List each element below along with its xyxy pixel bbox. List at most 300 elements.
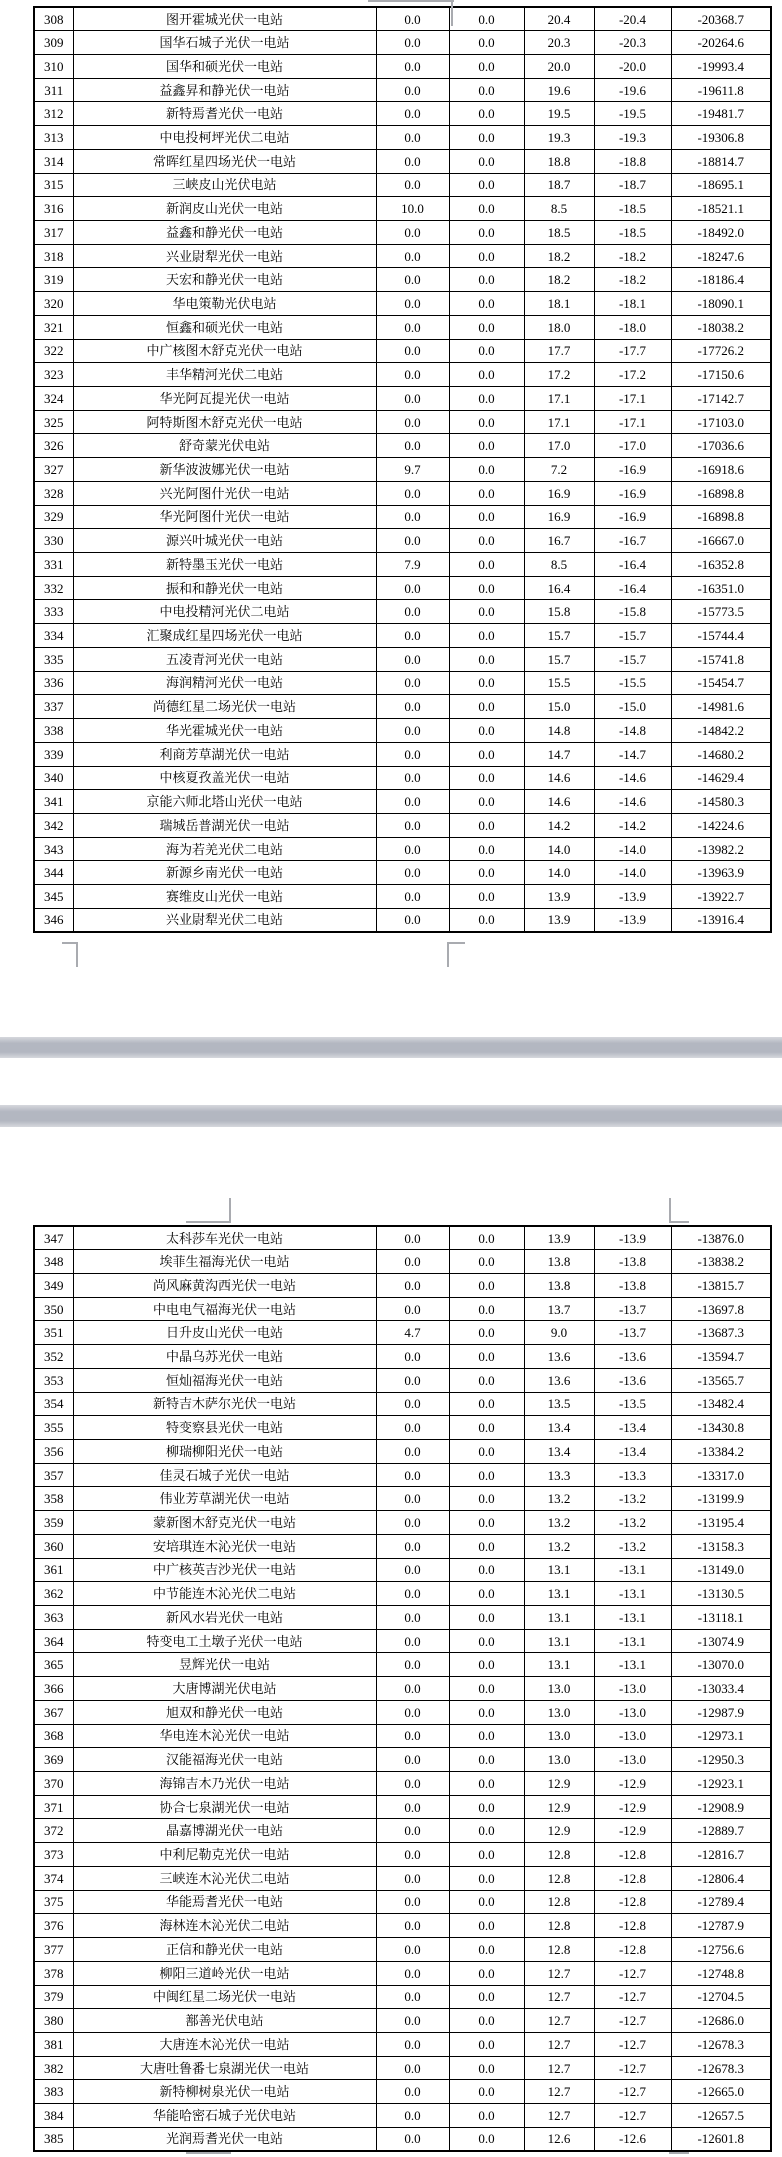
value-col5-cell[interactable]: -13199.9 — [671, 1487, 771, 1511]
value-col3-cell[interactable]: 18.5 — [524, 220, 594, 244]
row-number-cell[interactable]: 362 — [34, 1582, 73, 1606]
station-name-cell[interactable]: 柳瑞柳阳光伏一电站 — [73, 1439, 376, 1463]
value-col3-cell[interactable]: 8.5 — [524, 197, 594, 221]
value-col1-cell[interactable]: 0.0 — [376, 1463, 449, 1487]
value-col3-cell[interactable]: 12.7 — [524, 2056, 594, 2080]
value-col5-cell[interactable]: -19306.8 — [671, 126, 771, 150]
value-col4-cell[interactable]: -13.2 — [594, 1487, 671, 1511]
value-col1-cell[interactable]: 0.0 — [376, 387, 449, 411]
station-name-cell[interactable]: 中闽红星二场光伏一电站 — [73, 1985, 376, 2009]
value-col2-cell[interactable]: 0.0 — [449, 78, 524, 102]
value-col4-cell[interactable]: -19.5 — [594, 102, 671, 126]
row-number-cell[interactable]: 350 — [34, 1297, 73, 1321]
value-col2-cell[interactable]: 0.0 — [449, 126, 524, 150]
value-col2-cell[interactable]: 0.0 — [449, 671, 524, 695]
value-col5-cell[interactable]: -14224.6 — [671, 813, 771, 837]
value-col1-cell[interactable]: 0.0 — [376, 1866, 449, 1890]
value-col4-cell[interactable]: -13.0 — [594, 1700, 671, 1724]
value-col1-cell[interactable]: 0.0 — [376, 813, 449, 837]
value-col4-cell[interactable]: -15.7 — [594, 624, 671, 648]
station-name-cell[interactable]: 华光阿图什光伏一电站 — [73, 505, 376, 529]
value-col1-cell[interactable]: 0.0 — [376, 505, 449, 529]
value-col5-cell[interactable]: -19481.7 — [671, 102, 771, 126]
row-number-cell[interactable]: 376 — [34, 1914, 73, 1938]
row-number-cell[interactable]: 328 — [34, 481, 73, 505]
value-col4-cell[interactable]: -16.9 — [594, 481, 671, 505]
value-col2-cell[interactable]: 0.0 — [449, 1250, 524, 1274]
row-number-cell[interactable]: 366 — [34, 1677, 73, 1701]
value-col1-cell[interactable]: 0.0 — [376, 719, 449, 743]
value-col3-cell[interactable]: 19.5 — [524, 102, 594, 126]
value-col5-cell[interactable]: -13430.8 — [671, 1416, 771, 1440]
station-name-cell[interactable]: 恒鑫和硕光伏一电站 — [73, 315, 376, 339]
station-name-cell[interactable]: 太科莎车光伏一电站 — [73, 1226, 376, 1250]
value-col1-cell[interactable]: 0.0 — [376, 1890, 449, 1914]
station-name-cell[interactable]: 中电投精河光伏二电站 — [73, 600, 376, 624]
value-col2-cell[interactable]: 0.0 — [449, 1653, 524, 1677]
value-col1-cell[interactable]: 0.0 — [376, 576, 449, 600]
value-col4-cell[interactable]: -13.1 — [594, 1606, 671, 1630]
value-col2-cell[interactable]: 0.0 — [449, 1534, 524, 1558]
value-col4-cell[interactable]: -18.8 — [594, 149, 671, 173]
station-name-cell[interactable]: 汉能福海光伏一电站 — [73, 1748, 376, 1772]
value-col4-cell[interactable]: -17.1 — [594, 410, 671, 434]
value-col3-cell[interactable]: 12.7 — [524, 1961, 594, 1985]
value-col4-cell[interactable]: -13.1 — [594, 1582, 671, 1606]
value-col1-cell[interactable]: 0.0 — [376, 292, 449, 316]
value-col5-cell[interactable]: -15744.4 — [671, 624, 771, 648]
row-number-cell[interactable]: 385 — [34, 2127, 73, 2151]
station-name-cell[interactable]: 光润焉耆光伏一电站 — [73, 2127, 376, 2151]
value-col4-cell[interactable]: -13.1 — [594, 1629, 671, 1653]
value-col2-cell[interactable]: 0.0 — [449, 1558, 524, 1582]
value-col3-cell[interactable]: 14.7 — [524, 742, 594, 766]
value-col4-cell[interactable]: -13.0 — [594, 1724, 671, 1748]
station-name-cell[interactable]: 兴业尉犁光伏一电站 — [73, 244, 376, 268]
station-name-cell[interactable]: 瑞城岳普湖光伏一电站 — [73, 813, 376, 837]
value-col4-cell[interactable]: -18.2 — [594, 244, 671, 268]
row-number-cell[interactable]: 344 — [34, 861, 73, 885]
value-col5-cell[interactable]: -12704.5 — [671, 1985, 771, 2009]
value-col2-cell[interactable]: 0.0 — [449, 719, 524, 743]
value-col1-cell[interactable]: 0.0 — [376, 624, 449, 648]
row-number-cell[interactable]: 326 — [34, 434, 73, 458]
value-col1-cell[interactable]: 0.0 — [376, 1819, 449, 1843]
value-col4-cell[interactable]: -14.8 — [594, 719, 671, 743]
row-number-cell[interactable]: 308 — [34, 7, 73, 31]
row-number-cell[interactable]: 346 — [34, 908, 73, 932]
value-col3-cell[interactable]: 17.1 — [524, 410, 594, 434]
station-name-cell[interactable]: 中电投柯坪光伏二电站 — [73, 126, 376, 150]
value-col5-cell[interactable]: -13982.2 — [671, 837, 771, 861]
row-number-cell[interactable]: 379 — [34, 1985, 73, 2009]
value-col1-cell[interactable]: 0.0 — [376, 2127, 449, 2151]
row-number-cell[interactable]: 349 — [34, 1273, 73, 1297]
row-number-cell[interactable]: 318 — [34, 244, 73, 268]
value-col4-cell[interactable]: -13.1 — [594, 1558, 671, 1582]
value-col4-cell[interactable]: -13.9 — [594, 1226, 671, 1250]
station-name-cell[interactable]: 国华石城子光伏一电站 — [73, 31, 376, 55]
value-col5-cell[interactable]: -13916.4 — [671, 908, 771, 932]
value-col4-cell[interactable]: -15.5 — [594, 671, 671, 695]
value-col3-cell[interactable]: 18.1 — [524, 292, 594, 316]
value-col4-cell[interactable]: -14.0 — [594, 861, 671, 885]
row-number-cell[interactable]: 359 — [34, 1511, 73, 1535]
value-col4-cell[interactable]: -20.0 — [594, 54, 671, 78]
station-name-cell[interactable]: 协合七泉湖光伏一电站 — [73, 1795, 376, 1819]
row-number-cell[interactable]: 310 — [34, 54, 73, 78]
station-name-cell[interactable]: 中电电气福海光伏一电站 — [73, 1297, 376, 1321]
value-col3-cell[interactable]: 12.9 — [524, 1772, 594, 1796]
value-col2-cell[interactable]: 0.0 — [449, 1985, 524, 2009]
station-name-cell[interactable]: 中利尼勒克光伏一电站 — [73, 1843, 376, 1867]
station-name-cell[interactable]: 佳灵石城子光伏一电站 — [73, 1463, 376, 1487]
value-col3-cell[interactable]: 13.1 — [524, 1653, 594, 1677]
value-col2-cell[interactable]: 0.0 — [449, 885, 524, 909]
station-name-cell[interactable]: 丰华精河光伏二电站 — [73, 363, 376, 387]
value-col5-cell[interactable]: -12973.1 — [671, 1724, 771, 1748]
value-col1-cell[interactable]: 0.0 — [376, 1439, 449, 1463]
value-col4-cell[interactable]: -12.8 — [594, 1938, 671, 1962]
row-number-cell[interactable]: 311 — [34, 78, 73, 102]
row-number-cell[interactable]: 382 — [34, 2056, 73, 2080]
row-number-cell[interactable]: 358 — [34, 1487, 73, 1511]
value-col2-cell[interactable]: 0.0 — [449, 31, 524, 55]
station-name-cell[interactable]: 华能哈密石城子光伏电站 — [73, 2104, 376, 2128]
value-col3-cell[interactable]: 13.1 — [524, 1629, 594, 1653]
value-col3-cell[interactable]: 14.0 — [524, 837, 594, 861]
value-col1-cell[interactable]: 0.0 — [376, 1795, 449, 1819]
station-name-cell[interactable]: 汇聚成红星四场光伏一电站 — [73, 624, 376, 648]
value-col1-cell[interactable]: 0.0 — [376, 647, 449, 671]
row-number-cell[interactable]: 373 — [34, 1843, 73, 1867]
value-col4-cell[interactable]: -13.8 — [594, 1250, 671, 1274]
value-col5-cell[interactable]: -15454.7 — [671, 671, 771, 695]
row-number-cell[interactable]: 375 — [34, 1890, 73, 1914]
value-col4-cell[interactable]: -14.7 — [594, 742, 671, 766]
value-col1-cell[interactable]: 0.0 — [376, 1961, 449, 1985]
value-col2-cell[interactable]: 0.0 — [449, 173, 524, 197]
value-col2-cell[interactable]: 0.0 — [449, 149, 524, 173]
value-col4-cell[interactable]: -20.4 — [594, 7, 671, 31]
station-name-cell[interactable]: 兴业尉犁光伏二电站 — [73, 908, 376, 932]
value-col4-cell[interactable]: -19.3 — [594, 126, 671, 150]
station-name-cell[interactable]: 华光阿瓦提光伏一电站 — [73, 387, 376, 411]
row-number-cell[interactable]: 312 — [34, 102, 73, 126]
value-col2-cell[interactable]: 0.0 — [449, 600, 524, 624]
value-col2-cell[interactable]: 0.0 — [449, 1748, 524, 1772]
value-col5-cell[interactable]: -16667.0 — [671, 529, 771, 553]
value-col3-cell[interactable]: 8.5 — [524, 553, 594, 577]
value-col5-cell[interactable]: -12678.3 — [671, 2032, 771, 2056]
value-col1-cell[interactable]: 7.9 — [376, 553, 449, 577]
value-col5-cell[interactable]: -12950.3 — [671, 1748, 771, 1772]
station-name-cell[interactable]: 新润皮山光伏一电站 — [73, 197, 376, 221]
row-number-cell[interactable]: 380 — [34, 2009, 73, 2033]
row-number-cell[interactable]: 334 — [34, 624, 73, 648]
value-col2-cell[interactable]: 0.0 — [449, 1416, 524, 1440]
value-col5-cell[interactable]: -13149.0 — [671, 1558, 771, 1582]
value-col1-cell[interactable]: 0.0 — [376, 1534, 449, 1558]
value-col5-cell[interactable]: -15773.5 — [671, 600, 771, 624]
value-col3-cell[interactable]: 7.2 — [524, 458, 594, 482]
value-col1-cell[interactable]: 0.0 — [376, 434, 449, 458]
station-name-cell[interactable]: 新华波波娜光伏一电站 — [73, 458, 376, 482]
value-col2-cell[interactable]: 0.0 — [449, 505, 524, 529]
row-number-cell[interactable]: 336 — [34, 671, 73, 695]
value-col5-cell[interactable]: -18695.1 — [671, 173, 771, 197]
value-col1-cell[interactable]: 0.0 — [376, 268, 449, 292]
value-col4-cell[interactable]: -16.7 — [594, 529, 671, 553]
value-col2-cell[interactable]: 0.0 — [449, 1606, 524, 1630]
station-name-cell[interactable]: 三峡皮山光伏电站 — [73, 173, 376, 197]
value-col4-cell[interactable]: -13.0 — [594, 1677, 671, 1701]
value-col1-cell[interactable]: 0.0 — [376, 766, 449, 790]
value-col3-cell[interactable]: 18.0 — [524, 315, 594, 339]
row-number-cell[interactable]: 343 — [34, 837, 73, 861]
value-col4-cell[interactable]: -14.2 — [594, 813, 671, 837]
value-col3-cell[interactable]: 13.1 — [524, 1606, 594, 1630]
value-col1-cell[interactable]: 0.0 — [376, 1487, 449, 1511]
value-col3-cell[interactable]: 14.8 — [524, 719, 594, 743]
station-name-cell[interactable]: 大唐博湖光伏电站 — [73, 1677, 376, 1701]
row-number-cell[interactable]: 351 — [34, 1321, 73, 1345]
value-col4-cell[interactable]: -16.4 — [594, 553, 671, 577]
value-col5-cell[interactable]: -13317.0 — [671, 1463, 771, 1487]
value-col5-cell[interactable]: -12923.1 — [671, 1772, 771, 1796]
station-name-cell[interactable]: 晶嘉博湖光伏一电站 — [73, 1819, 376, 1843]
value-col2-cell[interactable]: 0.0 — [449, 576, 524, 600]
row-number-cell[interactable]: 348 — [34, 1250, 73, 1274]
row-number-cell[interactable]: 340 — [34, 766, 73, 790]
station-name-cell[interactable]: 海锦吉木乃光伏一电站 — [73, 1772, 376, 1796]
station-name-cell[interactable]: 中晶乌苏光伏一电站 — [73, 1345, 376, 1369]
value-col2-cell[interactable]: 0.0 — [449, 1724, 524, 1748]
value-col2-cell[interactable]: 0.0 — [449, 434, 524, 458]
value-col3-cell[interactable]: 13.4 — [524, 1416, 594, 1440]
row-number-cell[interactable]: 367 — [34, 1700, 73, 1724]
value-col5-cell[interactable]: -18492.0 — [671, 220, 771, 244]
value-col2-cell[interactable]: 0.0 — [449, 339, 524, 363]
value-col3-cell[interactable]: 13.8 — [524, 1250, 594, 1274]
value-col5-cell[interactable]: -12806.4 — [671, 1866, 771, 1890]
value-col1-cell[interactable]: 0.0 — [376, 2056, 449, 2080]
value-col1-cell[interactable]: 0.0 — [376, 244, 449, 268]
station-name-cell[interactable]: 尚德红星二场光伏一电站 — [73, 695, 376, 719]
value-col2-cell[interactable]: 0.0 — [449, 363, 524, 387]
row-number-cell[interactable]: 325 — [34, 410, 73, 434]
value-col4-cell[interactable]: -15.8 — [594, 600, 671, 624]
value-col5-cell[interactable]: -17726.2 — [671, 339, 771, 363]
value-col4-cell[interactable]: -12.8 — [594, 1914, 671, 1938]
value-col4-cell[interactable]: -13.1 — [594, 1653, 671, 1677]
row-number-cell[interactable]: 309 — [34, 31, 73, 55]
station-name-cell[interactable]: 中广核图木舒克光伏一电站 — [73, 339, 376, 363]
value-col2-cell[interactable]: 0.0 — [449, 2056, 524, 2080]
value-col4-cell[interactable]: -12.7 — [594, 1961, 671, 1985]
value-col2-cell[interactable]: 0.0 — [449, 529, 524, 553]
value-col2-cell[interactable]: 0.0 — [449, 102, 524, 126]
value-col3-cell[interactable]: 18.2 — [524, 244, 594, 268]
station-name-cell[interactable]: 海林连木沁光伏二电站 — [73, 1914, 376, 1938]
value-col2-cell[interactable]: 0.0 — [449, 1297, 524, 1321]
value-col1-cell[interactable]: 0.0 — [376, 1392, 449, 1416]
value-col3-cell[interactable]: 9.0 — [524, 1321, 594, 1345]
row-number-cell[interactable]: 370 — [34, 1772, 73, 1796]
value-col2-cell[interactable]: 0.0 — [449, 695, 524, 719]
row-number-cell[interactable]: 317 — [34, 220, 73, 244]
value-col1-cell[interactable]: 0.0 — [376, 1558, 449, 1582]
station-name-cell[interactable]: 特变电工土墩子光伏一电站 — [73, 1629, 376, 1653]
value-col5-cell[interactable]: -18247.6 — [671, 244, 771, 268]
value-col2-cell[interactable]: 0.0 — [449, 315, 524, 339]
station-name-cell[interactable]: 中广核英吉沙光伏一电站 — [73, 1558, 376, 1582]
row-number-cell[interactable]: 354 — [34, 1392, 73, 1416]
value-col4-cell[interactable]: -13.8 — [594, 1273, 671, 1297]
value-col1-cell[interactable]: 0.0 — [376, 2009, 449, 2033]
value-col1-cell[interactable]: 0.0 — [376, 220, 449, 244]
value-col2-cell[interactable]: 0.0 — [449, 244, 524, 268]
value-col4-cell[interactable]: -14.6 — [594, 790, 671, 814]
station-name-cell[interactable]: 源兴叶城光伏一电站 — [73, 529, 376, 553]
value-col5-cell[interactable]: -19611.8 — [671, 78, 771, 102]
station-name-cell[interactable]: 恒灿福海光伏一电站 — [73, 1368, 376, 1392]
station-name-cell[interactable]: 天宏和静光伏一电站 — [73, 268, 376, 292]
station-name-cell[interactable]: 中节能连木沁光伏二电站 — [73, 1582, 376, 1606]
value-col2-cell[interactable]: 0.0 — [449, 458, 524, 482]
value-col2-cell[interactable]: 0.0 — [449, 837, 524, 861]
value-col2-cell[interactable]: 0.0 — [449, 908, 524, 932]
value-col3-cell[interactable]: 12.7 — [524, 2104, 594, 2128]
value-col4-cell[interactable]: -12.9 — [594, 1819, 671, 1843]
value-col5-cell[interactable]: -19993.4 — [671, 54, 771, 78]
value-col4-cell[interactable]: -18.7 — [594, 173, 671, 197]
value-col3-cell[interactable]: 15.0 — [524, 695, 594, 719]
value-col4-cell[interactable]: -12.7 — [594, 2104, 671, 2128]
value-col1-cell[interactable]: 0.0 — [376, 481, 449, 505]
value-col1-cell[interactable]: 0.0 — [376, 695, 449, 719]
row-number-cell[interactable]: 364 — [34, 1629, 73, 1653]
value-col3-cell[interactable]: 12.7 — [524, 2032, 594, 2056]
row-number-cell[interactable]: 360 — [34, 1534, 73, 1558]
value-col1-cell[interactable]: 0.0 — [376, 742, 449, 766]
station-name-cell[interactable]: 益鑫昇和静光伏一电站 — [73, 78, 376, 102]
value-col1-cell[interactable]: 4.7 — [376, 1321, 449, 1345]
value-col3-cell[interactable]: 15.7 — [524, 624, 594, 648]
value-col5-cell[interactable]: -15741.8 — [671, 647, 771, 671]
station-name-cell[interactable]: 柳阳三道岭光伏一电站 — [73, 1961, 376, 1985]
value-col5-cell[interactable]: -17036.6 — [671, 434, 771, 458]
station-name-cell[interactable]: 益鑫和静光伏一电站 — [73, 220, 376, 244]
value-col3-cell[interactable]: 13.4 — [524, 1439, 594, 1463]
value-col1-cell[interactable]: 0.0 — [376, 1629, 449, 1653]
value-col1-cell[interactable]: 9.7 — [376, 458, 449, 482]
row-number-cell[interactable]: 337 — [34, 695, 73, 719]
value-col3-cell[interactable]: 17.7 — [524, 339, 594, 363]
station-name-cell[interactable]: 阿特斯图木舒克光伏一电站 — [73, 410, 376, 434]
value-col3-cell[interactable]: 12.8 — [524, 1843, 594, 1867]
row-number-cell[interactable]: 335 — [34, 647, 73, 671]
value-col1-cell[interactable]: 0.0 — [376, 31, 449, 55]
row-number-cell[interactable]: 333 — [34, 600, 73, 624]
value-col2-cell[interactable]: 0.0 — [449, 2032, 524, 2056]
value-col3-cell[interactable]: 13.2 — [524, 1511, 594, 1535]
row-number-cell[interactable]: 320 — [34, 292, 73, 316]
value-col2-cell[interactable]: 0.0 — [449, 1866, 524, 1890]
value-col4-cell[interactable]: -13.7 — [594, 1297, 671, 1321]
station-name-cell[interactable]: 新源乡南光伏一电站 — [73, 861, 376, 885]
value-col5-cell[interactable]: -12678.3 — [671, 2056, 771, 2080]
row-number-cell[interactable]: 323 — [34, 363, 73, 387]
value-col5-cell[interactable]: -17142.7 — [671, 387, 771, 411]
row-number-cell[interactable]: 378 — [34, 1961, 73, 1985]
station-name-cell[interactable]: 特变察县光伏一电站 — [73, 1416, 376, 1440]
station-name-cell[interactable]: 舒奇蒙光伏电站 — [73, 434, 376, 458]
value-col5-cell[interactable]: -13070.0 — [671, 1653, 771, 1677]
value-col5-cell[interactable]: -12748.8 — [671, 1961, 771, 1985]
value-col4-cell[interactable]: -13.0 — [594, 1748, 671, 1772]
value-col2-cell[interactable]: 0.0 — [449, 2127, 524, 2151]
value-col1-cell[interactable]: 0.0 — [376, 600, 449, 624]
station-name-cell[interactable]: 中核夏孜盖光伏一电站 — [73, 766, 376, 790]
value-col3-cell[interactable]: 17.2 — [524, 363, 594, 387]
value-col3-cell[interactable]: 13.0 — [524, 1700, 594, 1724]
row-number-cell[interactable]: 357 — [34, 1463, 73, 1487]
value-col4-cell[interactable]: -12.6 — [594, 2127, 671, 2151]
value-col3-cell[interactable]: 13.9 — [524, 908, 594, 932]
value-col2-cell[interactable]: 0.0 — [449, 387, 524, 411]
value-col5-cell[interactable]: -12987.9 — [671, 1700, 771, 1724]
value-col1-cell[interactable]: 0.0 — [376, 1511, 449, 1535]
value-col4-cell[interactable]: -12.7 — [594, 2056, 671, 2080]
value-col2-cell[interactable]: 0.0 — [449, 1321, 524, 1345]
value-col3-cell[interactable]: 20.0 — [524, 54, 594, 78]
value-col2-cell[interactable]: 0.0 — [449, 1772, 524, 1796]
value-col3-cell[interactable]: 13.2 — [524, 1487, 594, 1511]
value-col4-cell[interactable]: -12.8 — [594, 1843, 671, 1867]
value-col3-cell[interactable]: 13.0 — [524, 1677, 594, 1701]
value-col4-cell[interactable]: -18.5 — [594, 197, 671, 221]
value-col1-cell[interactable]: 0.0 — [376, 1250, 449, 1274]
value-col1-cell[interactable]: 0.0 — [376, 173, 449, 197]
station-name-cell[interactable]: 鄯善光伏电站 — [73, 2009, 376, 2033]
row-number-cell[interactable]: 356 — [34, 1439, 73, 1463]
row-number-cell[interactable]: 372 — [34, 1819, 73, 1843]
value-col5-cell[interactable]: -18090.1 — [671, 292, 771, 316]
value-col2-cell[interactable]: 0.0 — [449, 197, 524, 221]
row-number-cell[interactable]: 329 — [34, 505, 73, 529]
value-col1-cell[interactable]: 0.0 — [376, 126, 449, 150]
station-name-cell[interactable]: 旭双和静光伏一电站 — [73, 1700, 376, 1724]
station-name-cell[interactable]: 华光霍城光伏一电站 — [73, 719, 376, 743]
value-col4-cell[interactable]: -12.8 — [594, 1866, 671, 1890]
value-col3-cell[interactable]: 14.2 — [524, 813, 594, 837]
value-col5-cell[interactable]: -12789.4 — [671, 1890, 771, 1914]
value-col1-cell[interactable]: 0.0 — [376, 1843, 449, 1867]
value-col2-cell[interactable]: 0.0 — [449, 2104, 524, 2128]
value-col5-cell[interactable]: -13384.2 — [671, 1439, 771, 1463]
value-col4-cell[interactable]: -18.0 — [594, 315, 671, 339]
value-col3-cell[interactable]: 20.4 — [524, 7, 594, 31]
value-col2-cell[interactable]: 0.0 — [449, 1700, 524, 1724]
value-col2-cell[interactable]: 0.0 — [449, 1226, 524, 1250]
value-col2-cell[interactable]: 0.0 — [449, 1843, 524, 1867]
value-col4-cell[interactable]: -12.9 — [594, 1772, 671, 1796]
value-col4-cell[interactable]: -12.7 — [594, 2009, 671, 2033]
value-col2-cell[interactable]: 0.0 — [449, 7, 524, 31]
row-number-cell[interactable]: 365 — [34, 1653, 73, 1677]
value-col1-cell[interactable]: 0.0 — [376, 149, 449, 173]
